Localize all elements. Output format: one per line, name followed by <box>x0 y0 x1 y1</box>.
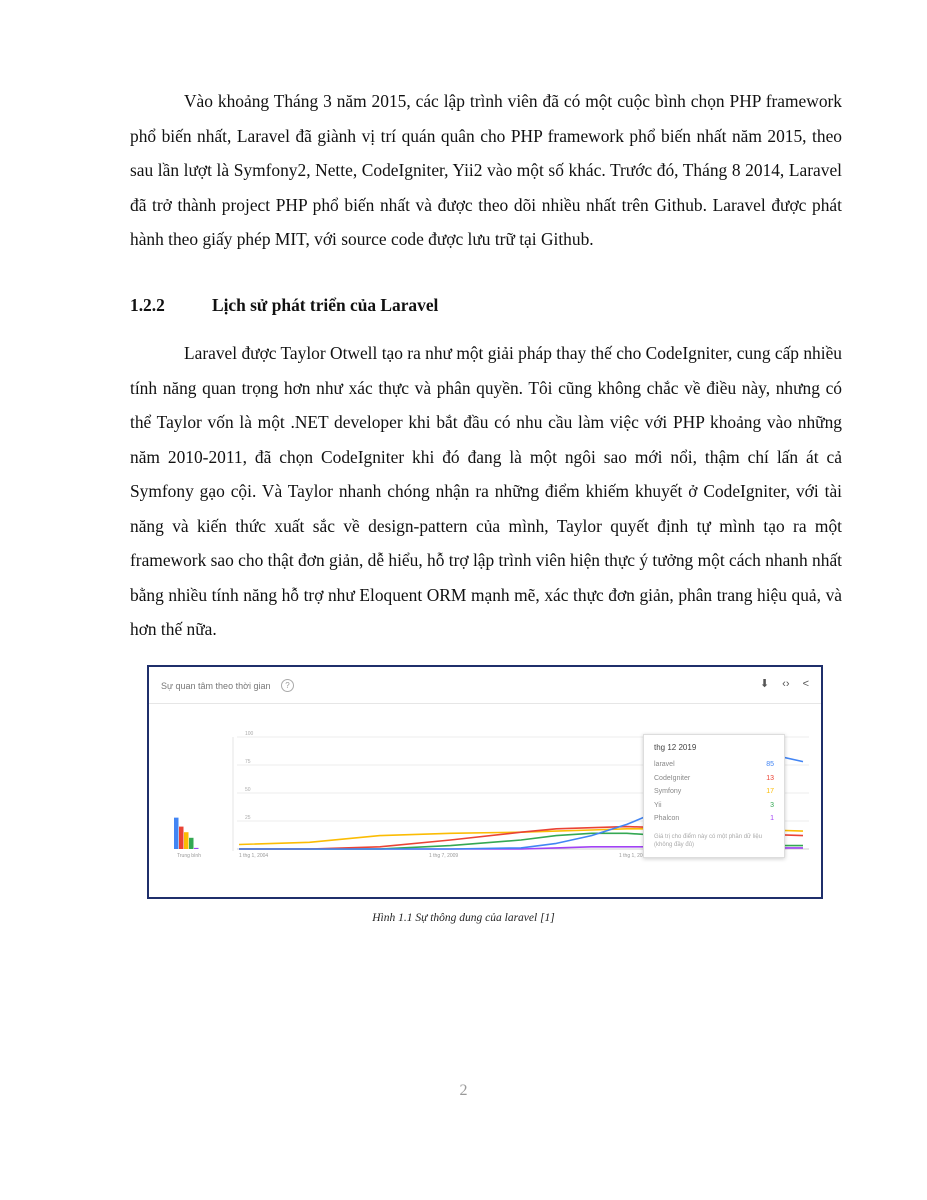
tooltip-series-name: CodeIgniter <box>654 774 691 782</box>
average-bar <box>174 818 179 849</box>
section-number: 1.2.2 <box>130 295 165 315</box>
page-number: 2 <box>459 1082 468 1099</box>
tooltip-series-value: 13 <box>766 774 774 782</box>
share-icon[interactable]: < <box>802 678 809 690</box>
tooltip-series-value: 3 <box>770 801 774 809</box>
tooltip-series-value: 85 <box>766 761 774 768</box>
tooltip-series-name: Symfony <box>654 788 682 795</box>
average-label: Trung bình <box>177 853 201 859</box>
y-tick-label: 25 <box>245 815 251 821</box>
tooltip-series-name: Phalcon <box>654 815 680 822</box>
embed-icon[interactable]: ‹› <box>782 678 790 690</box>
chart-tooltip <box>643 734 785 858</box>
download-icon[interactable]: ⬇ <box>759 678 770 690</box>
average-bar <box>189 838 194 849</box>
tooltip-series-name: laravel <box>654 761 675 768</box>
tooltip-date: thg 12 2019 <box>654 743 697 752</box>
average-bar <box>194 848 199 849</box>
tooltip-note: Giá trị cho điểm này có một phần dữ liệu (không đầy đủ) <box>654 833 763 848</box>
tooltip-rows <box>654 761 774 829</box>
history-paragraph-text: Laravel được Taylor Otwell tạo ra như một giải pháp thay thế cho CodeIgniter, cung cấp nhiều tính năng quan trọng hơn như xác thực và phân quyền. Tôi cũng không chắc về điều này, nhưng có thể Taylor vốn là một .NET developer khi bắt đầu có nhu cầu làm việc với PHP khoảng vào những năm 2010-2011, đã chọn CodeIgniter khi đó đang là một ngôi sao mới nổi, thậm chí lấn át cả Symfony gạo cội. Và Taylor nhanh chóng nhận ra những điểm khiếm khuyết ở CodeIgniter, với tài năng và kiến thức xuất sắc về design-pattern của mình, Taylor quyết định tự mình tạo ra một framework sao cho thật đơn giản, dễ hiểu, hỗ trợ lập trình viên hiện thực ý tưởng một cách nhanh nhất bằng nhiều tính năng hỗ trợ như Eloquent ORM mạnh mẽ, xác thực đơn giản, phân trang hiệu quả, và hơn thế nữa. <box>130 343 842 639</box>
intro-paragraph-text: Vào khoảng Tháng 3 năm 2015, các lập trình viên đã có một cuộc bình chọn PHP framework phổ biến nhất, Laravel đã giành vị trí quán quân cho PHP framework phổ biến nhất năm 2015, theo sau lần lượt là Symfony2, Nette, CodeIgniter, Yii2 vào một số khác. Trước đó, Tháng 8 2014, Laravel đã trở thành project PHP phổ biến nhất và được theo dõi nhiều nhất trên Github. Laravel được phát hành theo giấy phép MIT, với source code được lưu trữ tại Github. <box>130 91 842 249</box>
tooltip-row <box>654 815 774 829</box>
section-title: Lịch sử phát triển của Laravel <box>212 295 439 315</box>
tooltip-row <box>654 761 774 775</box>
history-paragraph <box>130 336 842 647</box>
x-tick-label: 1 thg 1, 20 <box>619 853 643 859</box>
tooltip-series-value: 1 <box>770 815 774 822</box>
y-tick-label: 75 <box>245 759 251 765</box>
tooltip-series-value: 17 <box>766 788 774 795</box>
average-bar <box>184 832 189 849</box>
tooltip-row <box>654 788 774 802</box>
x-tick-label: 1 thg 7, 2009 <box>429 853 459 859</box>
figure-caption: Hình 1.1 Sự thông dung của laravel [1] <box>372 912 555 924</box>
y-tick-label: 100 <box>245 731 254 737</box>
help-icon[interactable]: ? <box>281 679 294 692</box>
x-tick-label: 1 thg 1, 2004 <box>239 853 269 859</box>
tooltip-series-name: Yii <box>654 801 662 809</box>
average-bar <box>179 827 184 849</box>
intro-paragraph <box>130 84 842 257</box>
figure-title: Sự quan tâm theo thời gian <box>161 681 271 691</box>
tooltip-row <box>654 775 774 789</box>
tooltip-row <box>654 802 774 816</box>
section-heading <box>130 288 438 322</box>
y-tick-label: 50 <box>245 787 251 793</box>
trends-figure <box>147 665 823 899</box>
